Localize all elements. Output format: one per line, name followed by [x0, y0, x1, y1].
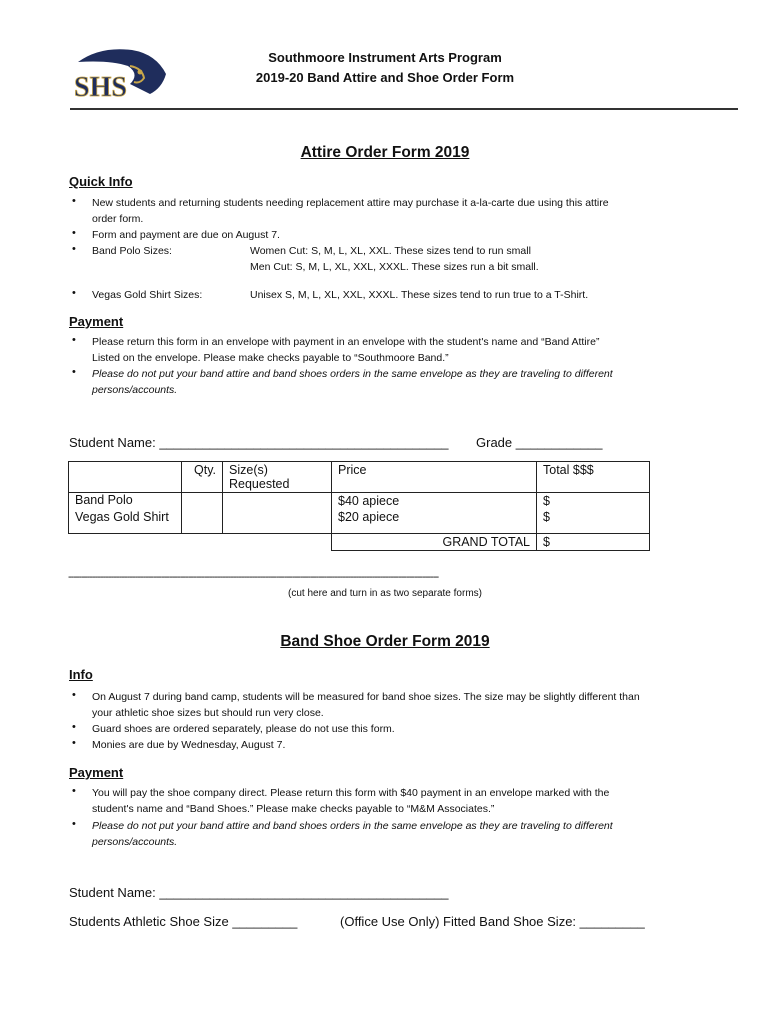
grand-total-value[interactable]: $ [537, 534, 650, 551]
sizes-cell[interactable] [223, 493, 332, 510]
table-row [69, 509, 650, 534]
qty-cell[interactable] [182, 509, 223, 534]
bullet: • [72, 737, 76, 749]
bullet: • [72, 334, 76, 346]
shoe-payment-2b: persons/accounts. [92, 836, 178, 848]
shoe-info-2: Guard shoes are ordered separately, please do not use this form. [92, 723, 395, 735]
program-title: Southmoore Instrument Arts Program [268, 50, 502, 65]
bullet: • [72, 818, 76, 830]
shoe-info-1b: your athletic shoe sizes but should run very close. [92, 707, 324, 719]
bullet: • [72, 721, 76, 733]
header-price: Price [332, 462, 537, 493]
bullet: • [72, 287, 76, 299]
quick-info-heading: Quick Info [69, 174, 133, 189]
quick-info-item-1a: New students and returning students needing replacement attire may purchase it a-la-carte due using this attire [92, 197, 609, 209]
shoe-form-title: Band Shoe Order Form 2019 [280, 633, 490, 650]
header-item [69, 462, 182, 493]
cut-line: ------------------------------------------------------------------------------------------------------------------------------------------- [68, 571, 439, 583]
bullet: • [72, 227, 76, 239]
bullet: • [72, 366, 76, 378]
student-name-field[interactable]: Student Name: ________________________________________ [69, 435, 449, 450]
header-rule [70, 108, 738, 110]
header-sizes: Size(s) Requested [223, 462, 332, 493]
shoe-info-3: Monies are due by Wednesday, August 7. [92, 739, 286, 751]
bullet: • [72, 243, 76, 255]
fitted-shoe-size-field[interactable]: (Office Use Only) Fitted Band Shoe Size: _________ [340, 914, 645, 929]
quick-info-item-2: Form and payment are due on August 7. [92, 229, 280, 241]
item-band-polo: Band Polo [69, 493, 182, 510]
grand-total-row [69, 534, 650, 551]
form-title: 2019-20 Band Attire and Shoe Order Form [255, 70, 515, 85]
polo-men-sizes: Men Cut: S, M, L, XL, XXL, XXXL. These sizes run a bit small. [250, 261, 539, 273]
header-total: Total $$$ [537, 462, 650, 493]
athletic-shoe-size-field[interactable]: Students Athletic Shoe Size _________ [69, 914, 298, 929]
grade-field[interactable]: Grade ____________ [476, 435, 603, 450]
attire-order-table [68, 461, 650, 551]
attire-payment-2b: persons/accounts. [92, 384, 178, 396]
attire-payment-1a: Please return this form in an envelope with payment in an envelope with the student's name and “Band Attire” [92, 336, 600, 348]
shirt-sizes: Unisex S, M, L, XL, XXL, XXXL. These sizes tend to run true to a T-Shirt. [250, 289, 589, 301]
shirt-sizes-label: Vegas Gold Shirt Sizes: [92, 289, 203, 301]
price-vegas-gold-shirt: $20 apiece [332, 509, 537, 534]
shoe-student-name-field[interactable]: Student Name: ________________________________________ [69, 885, 449, 900]
header-qty: Qty. [182, 462, 223, 493]
polo-sizes-label: Band Polo Sizes: [92, 245, 172, 257]
price-band-polo: $40 apiece [332, 493, 537, 510]
total-vegas-gold-shirt[interactable]: $ [537, 509, 650, 534]
shoe-payment-heading: Payment [69, 765, 124, 780]
attire-payment-1b: Listed on the envelope. Please make checks payable to “Southmoore Band.” [92, 352, 449, 364]
logo-text: SHS [74, 72, 127, 103]
attire-payment-2a: Please do not put your band attire and band shoes orders in the same envelope as they are traveling to different [92, 368, 613, 380]
table-row [69, 493, 650, 510]
polo-women-sizes: Women Cut: S, M, L, XL, XXL. These sizes tend to run small [250, 245, 531, 257]
qty-cell[interactable] [182, 493, 223, 510]
bullet: • [72, 785, 76, 797]
attire-form-title: Attire Order Form 2019 [300, 144, 470, 161]
shoe-payment-1a: You will pay the shoe company direct. Please return this form with $40 payment in an envelope marked with the [92, 787, 610, 799]
attire-payment-heading: Payment [69, 314, 124, 329]
sizes-cell[interactable] [223, 509, 332, 534]
shoe-info-1a: On August 7 during band camp, students will be measured for band shoe sizes. The size may be slightly different than [92, 691, 640, 703]
quick-info-item-1b: order form. [92, 213, 144, 225]
shoe-payment-1b: student's name and “Band Shoes.” Please make checks payable to “M&M Associates.” [92, 803, 495, 815]
bullet: • [72, 195, 76, 207]
cut-note: (cut here and turn in as two separate forms) [288, 588, 482, 599]
total-band-polo[interactable]: $ [537, 493, 650, 510]
bullet: • [72, 689, 76, 701]
table-header-row [69, 462, 650, 493]
item-vegas-gold-shirt: Vegas Gold Shirt [69, 509, 182, 534]
grand-total-label: GRAND TOTAL [332, 534, 537, 551]
shoe-info-heading: Info [69, 667, 93, 682]
shoe-payment-2a: Please do not put your band attire and band shoes orders in the same envelope as they are traveling to different [92, 820, 613, 832]
